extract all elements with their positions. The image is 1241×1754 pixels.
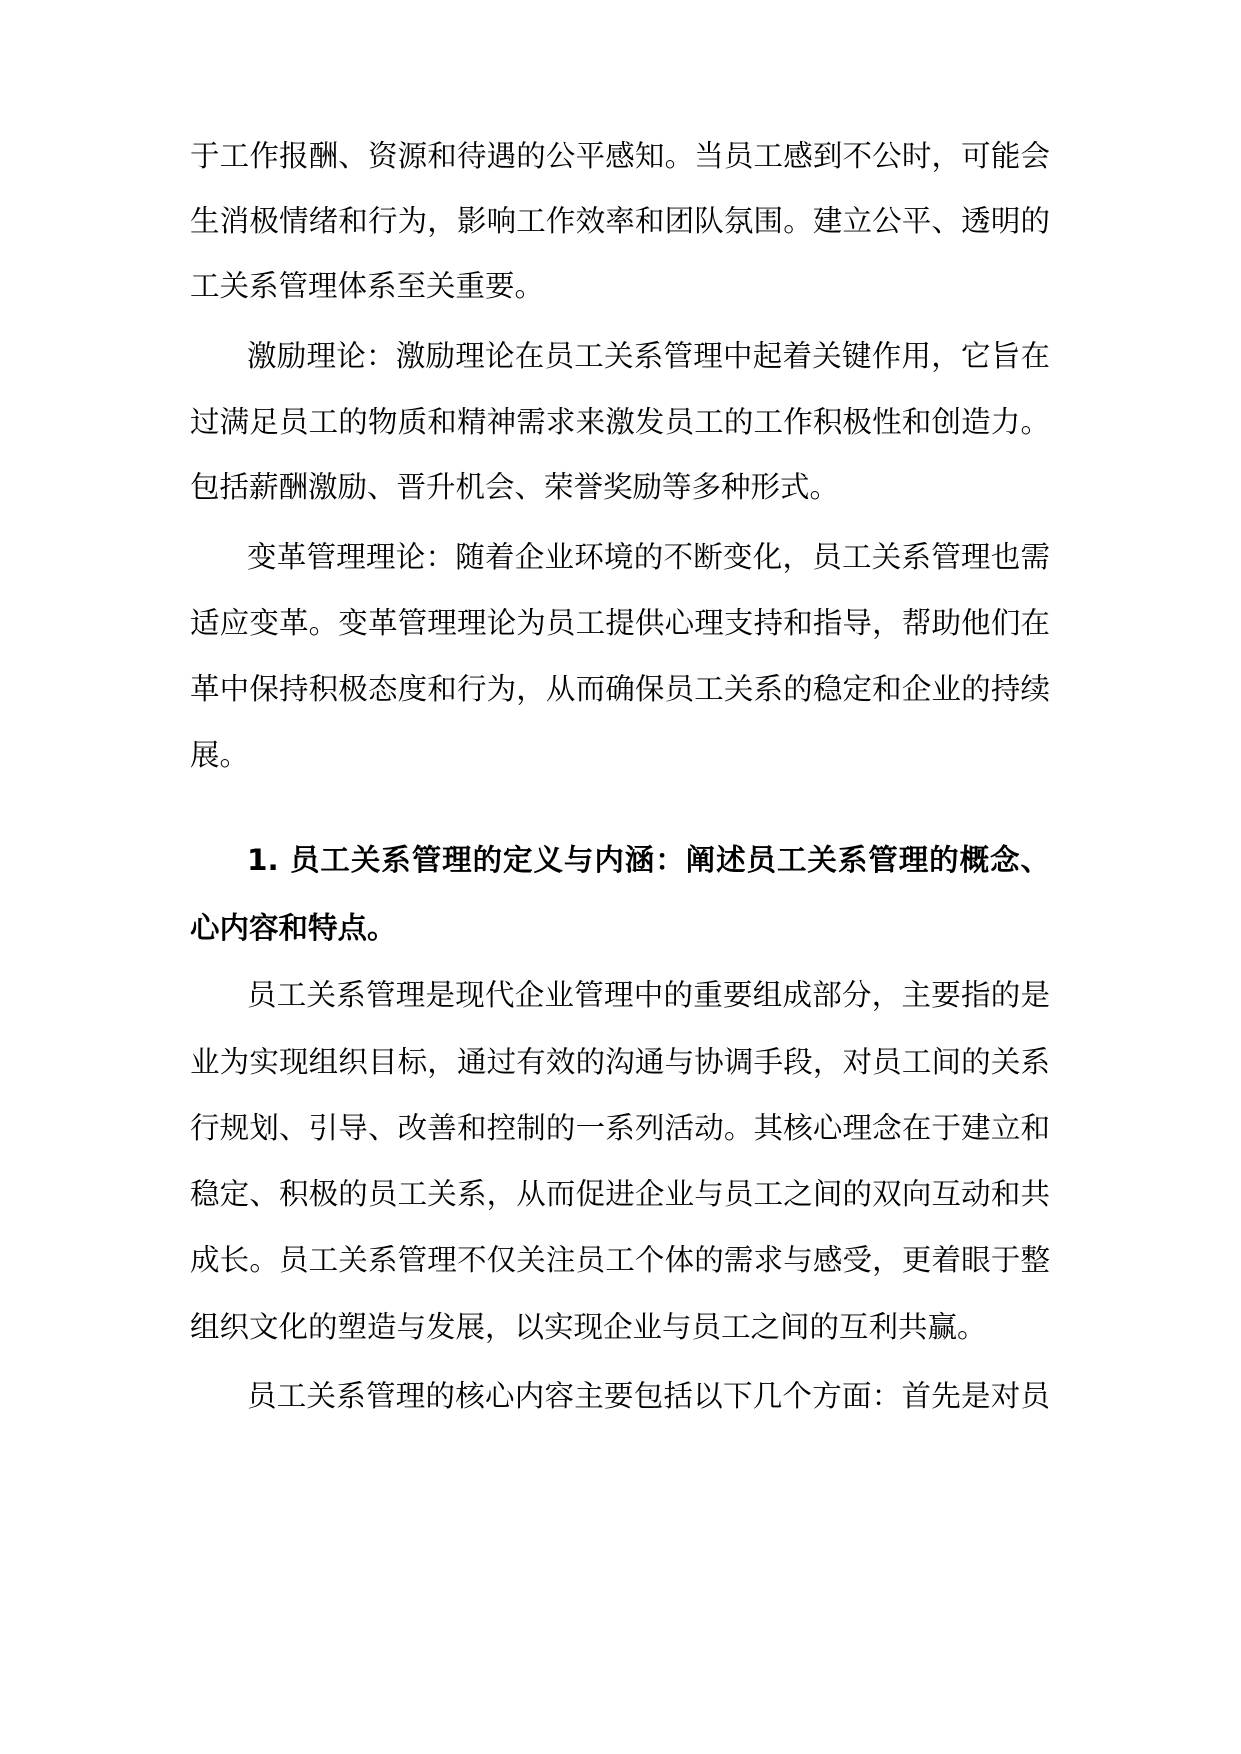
paragraph-line: 包括薪酬激励、晋升机会、荣誉奖励等多种形式。: [190, 470, 840, 504]
section-heading: 心内容和特点。: [190, 911, 397, 945]
paragraph-line: 变革管理理论：随着企业环境的不断变化，员工关系管理也需: [247, 540, 1050, 574]
paragraph-line: 生消极情绪和行为，影响工作效率和团队氛围。建立公平、透明的: [190, 204, 1050, 238]
paragraph-line: 过满足员工的物质和精神需求来激发员工的工作积极性和创造力。: [190, 405, 1050, 439]
paragraph-line: 成长。员工关系管理不仅关注员工个体的需求与感受，更着眼于整: [190, 1243, 1050, 1277]
paragraph-line: 业为实现组织目标，通过有效的沟通与协调手段，对员工间的关系: [190, 1045, 1050, 1079]
paragraph-line: 行规划、引导、改善和控制的一系列活动。其核心理念在于建立和: [190, 1111, 1050, 1145]
paragraph-line: 革中保持积极态度和行为，从而确保员工关系的稳定和企业的持续: [190, 672, 1050, 706]
paragraph-line: 稳定、积极的员工关系，从而促进企业与员工之间的双向互动和共: [190, 1177, 1050, 1211]
paragraph-line: 于工作报酬、资源和待遇的公平感知。当员工感到不公时，可能会: [190, 139, 1050, 173]
section-heading: 1. 员工关系管理的定义与内涵：阐述员工关系管理的概念、: [247, 843, 1050, 877]
paragraph-line: 员工关系管理的核心内容主要包括以下几个方面：首先是对员: [247, 1379, 1050, 1413]
paragraph-line: 激励理论：激励理论在员工关系管理中起着关键作用，它旨在: [247, 339, 1050, 373]
paragraph-line: 展。: [190, 738, 250, 772]
paragraph-line: 组织文化的塑造与发展，以实现企业与员工之间的互利共赢。: [190, 1310, 987, 1344]
paragraph-line: 员工关系管理是现代企业管理中的重要组成部分，主要指的是: [247, 978, 1050, 1012]
paragraph-line: 工关系管理体系至关重要。: [190, 269, 545, 303]
paragraph-line: 适应变革。变革管理理论为员工提供心理支持和指导，帮助他们在: [190, 606, 1050, 640]
